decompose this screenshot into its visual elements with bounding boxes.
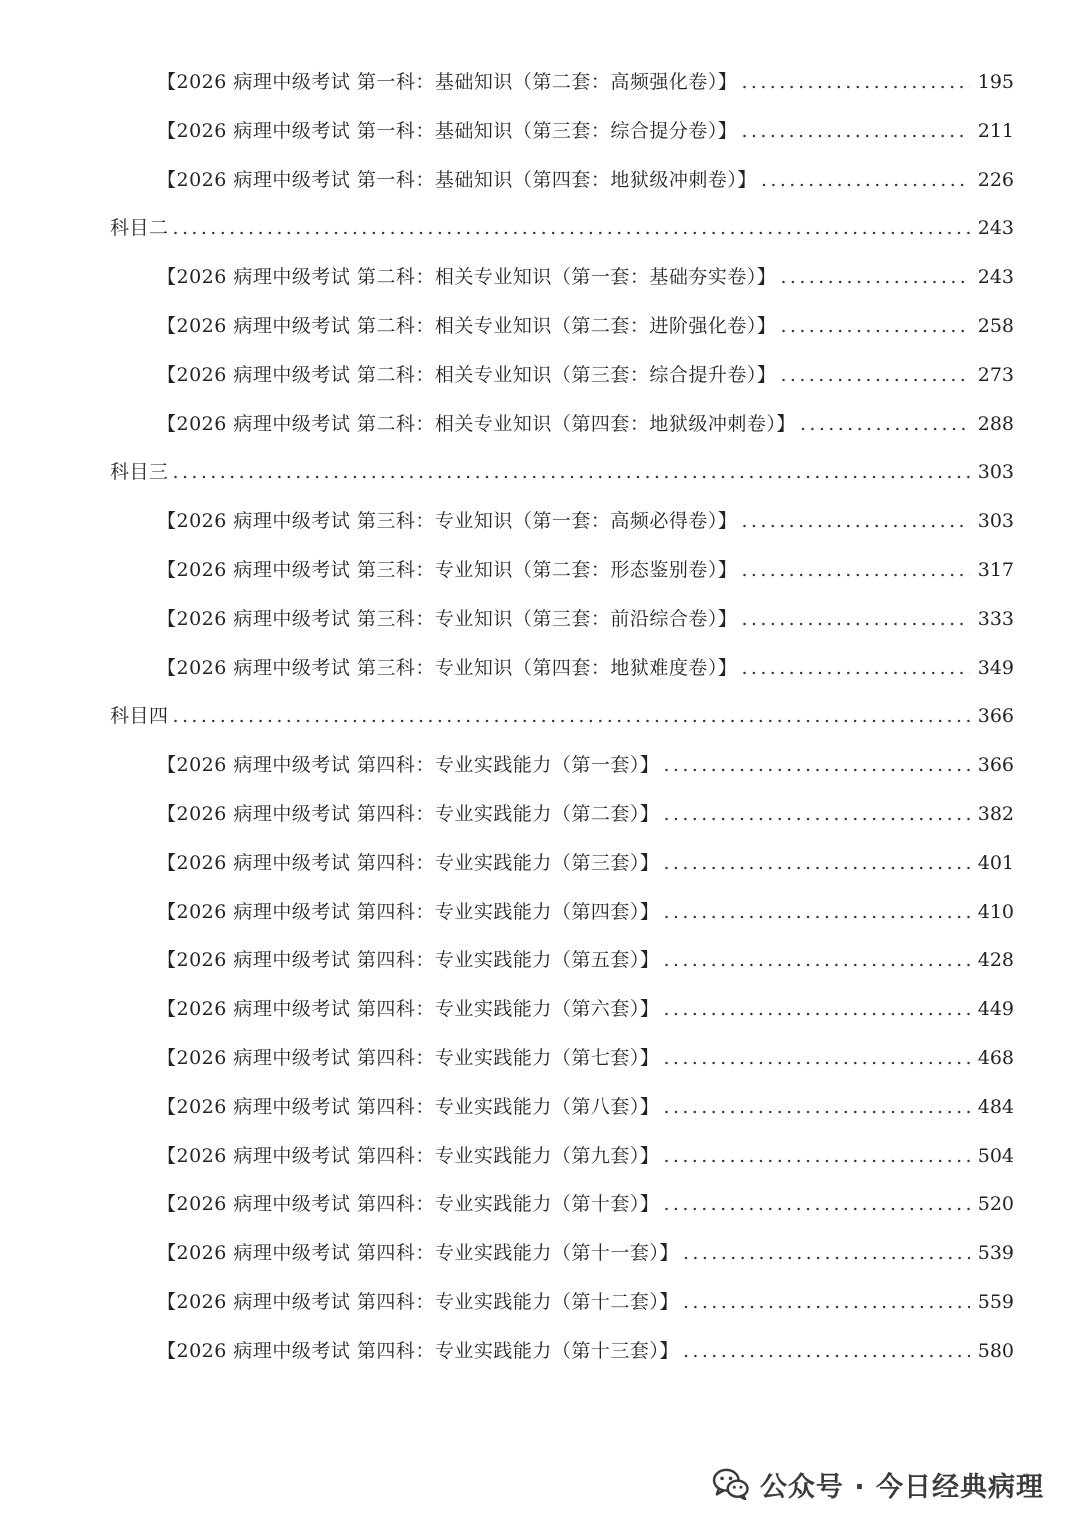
toc-page-number: 484: [977, 1095, 1014, 1118]
toc-leader-dots: [683, 1327, 970, 1376]
toc-leader-dots: [741, 497, 969, 546]
toc-entry-title: 【2026 病理中级考试 第二科：相关专业知识（第二套：进阶强化卷）】: [157, 314, 777, 337]
toc-page-number: 449: [977, 998, 1014, 1021]
toc-page-number: 520: [977, 1193, 1014, 1216]
toc-page-number: 349: [977, 656, 1014, 679]
toc-page-number: 243: [977, 217, 1014, 240]
toc-page-number: 410: [977, 900, 1014, 923]
watermark-text: 公众号 · 今日经典病理: [759, 1471, 1044, 1503]
toc-entry-title: 【2026 病理中级考试 第三科：专业知识（第三套：前沿综合卷）】: [157, 607, 738, 630]
toc-leader-dots: [780, 302, 969, 351]
toc-entry-title: 【2026 病理中级考试 第四科：专业实践能力（第七套）】: [157, 1046, 660, 1069]
toc-entry-title: 【2026 病理中级考试 第四科：专业实践能力（第十二套）】: [157, 1290, 679, 1313]
toc-entry-title: 【2026 病理中级考试 第四科：专业实践能力（第一套）】: [157, 754, 660, 777]
toc-page-number: 539: [977, 1242, 1014, 1265]
toc-entry-title: 【2026 病理中级考试 第四科：专业实践能力（第五套）】: [157, 949, 660, 972]
toc-entry-row[interactable]: [0, 1034, 1080, 1083]
toc-entry-row[interactable]: [0, 1229, 1080, 1278]
toc-entry-row[interactable]: [0, 58, 1080, 107]
toc-entry-row[interactable]: [0, 156, 1080, 205]
toc-page-number: 366: [977, 705, 1014, 728]
toc-entry-row[interactable]: [0, 1180, 1080, 1229]
toc-entry-row[interactable]: [0, 351, 1080, 400]
toc-entry-title: 科目二: [110, 217, 169, 240]
toc-entry-title: 科目三: [110, 461, 169, 484]
toc-page-number: 580: [977, 1339, 1014, 1362]
toc-entry-row[interactable]: [0, 497, 1080, 546]
toc-entry-row[interactable]: [0, 1083, 1080, 1132]
table-of-contents: [0, 58, 1080, 1376]
toc-leader-dots: [741, 644, 969, 693]
toc-entry-title: 【2026 病理中级考试 第四科：专业实践能力（第九套）】: [157, 1144, 660, 1167]
toc-entry-title: 【2026 病理中级考试 第一科：基础知识（第四套：地狱级冲刺卷）】: [157, 168, 757, 191]
toc-entry-title: 【2026 病理中级考试 第二科：相关专业知识（第四套：地狱级冲刺卷）】: [157, 412, 796, 435]
toc-entry-row[interactable]: [0, 595, 1080, 644]
toc-section-row[interactable]: [0, 448, 1080, 497]
toc-entry-title: 【2026 病理中级考试 第四科：专业实践能力（第六套）】: [157, 998, 660, 1021]
toc-entry-row[interactable]: [0, 644, 1080, 693]
toc-leader-dots: [800, 400, 970, 449]
toc-leader-dots: [780, 253, 969, 302]
toc-leader-dots: [663, 985, 969, 1034]
toc-entry-row[interactable]: [0, 741, 1080, 790]
toc-entry-row[interactable]: [0, 1278, 1080, 1327]
toc-leader-dots: [173, 692, 970, 741]
toc-leader-dots: [663, 1034, 969, 1083]
toc-entry-title: 【2026 病理中级考试 第三科：专业知识（第四套：地狱难度卷）】: [157, 656, 738, 679]
toc-page-number: 211: [977, 119, 1014, 142]
toc-leader-dots: [173, 448, 970, 497]
toc-entry-title: 【2026 病理中级考试 第四科：专业实践能力（第三套）】: [157, 851, 660, 874]
toc-page-number: 504: [977, 1144, 1014, 1167]
toc-section-row[interactable]: [0, 692, 1080, 741]
toc-page-number: 195: [977, 71, 1014, 93]
toc-leader-dots: [761, 156, 970, 205]
wechat-icon: [712, 1468, 750, 1500]
toc-page-number: 559: [977, 1290, 1014, 1313]
watermark: [712, 1458, 1044, 1510]
toc-page-number: 243: [977, 266, 1014, 289]
toc-leader-dots: [683, 1278, 970, 1327]
toc-section-row[interactable]: [0, 204, 1080, 253]
toc-page-number: 317: [977, 558, 1014, 581]
toc-page-number: 273: [977, 363, 1014, 386]
toc-leader-dots: [741, 107, 969, 156]
toc-entry-title: 科目四: [110, 705, 169, 728]
toc-entry-title: 【2026 病理中级考试 第三科：专业知识（第一套：高频必得卷）】: [157, 510, 738, 533]
toc-entry-title: 【2026 病理中级考试 第四科：专业实践能力（第八套）】: [157, 1095, 660, 1118]
toc-entry-row[interactable]: [0, 790, 1080, 839]
toc-entry-title: 【2026 病理中级考试 第四科：专业实践能力（第十套）】: [157, 1193, 660, 1216]
toc-entry-title: 【2026 病理中级考试 第一科：基础知识（第二套：高频强化卷）】: [157, 71, 738, 93]
toc-leader-dots: [663, 888, 969, 937]
toc-leader-dots: [780, 351, 969, 400]
toc-leader-dots: [173, 204, 970, 253]
toc-leader-dots: [683, 1229, 970, 1278]
toc-entry-row[interactable]: [0, 1132, 1080, 1181]
toc-page-number: 288: [977, 412, 1014, 435]
toc-page-number: 303: [977, 510, 1014, 533]
toc-leader-dots: [663, 1083, 969, 1132]
toc-page-number: 303: [977, 461, 1014, 484]
toc-entry-title: 【2026 病理中级考试 第四科：专业实践能力（第十三套）】: [157, 1339, 679, 1362]
toc-leader-dots: [741, 58, 969, 107]
toc-entry-row[interactable]: [0, 985, 1080, 1034]
toc-leader-dots: [663, 741, 969, 790]
toc-entry-title: 【2026 病理中级考试 第一科：基础知识（第三套：综合提分卷）】: [157, 119, 738, 142]
toc-entry-row[interactable]: [0, 302, 1080, 351]
toc-entry-row[interactable]: [0, 400, 1080, 449]
toc-leader-dots: [741, 595, 969, 644]
toc-leader-dots: [663, 1132, 969, 1181]
toc-entry-title: 【2026 病理中级考试 第二科：相关专业知识（第一套：基础夯实卷）】: [157, 266, 777, 289]
toc-page-number: 382: [977, 802, 1014, 825]
toc-leader-dots: [663, 839, 969, 888]
toc-page-number: 258: [977, 314, 1014, 337]
toc-page-number: 333: [977, 607, 1014, 630]
toc-leader-dots: [663, 790, 969, 839]
toc-entry-row[interactable]: [0, 1327, 1080, 1376]
toc-entry-title: 【2026 病理中级考试 第四科：专业实践能力（第四套）】: [157, 900, 660, 923]
toc-page-number: 468: [977, 1046, 1014, 1069]
toc-entry-title: 【2026 病理中级考试 第四科：专业实践能力（第二套）】: [157, 802, 660, 825]
toc-page-number: 226: [977, 168, 1014, 191]
toc-page-number: 366: [977, 754, 1014, 777]
toc-entry-title: 【2026 病理中级考试 第四科：专业实践能力（第十一套）】: [157, 1242, 679, 1265]
toc-leader-dots: [663, 936, 969, 985]
toc-entry-row[interactable]: [0, 936, 1080, 985]
toc-page-number: 428: [977, 949, 1014, 972]
toc-leader-dots: [663, 1180, 969, 1229]
toc-entry-row[interactable]: [0, 546, 1080, 595]
toc-entry-title: 【2026 病理中级考试 第三科：专业知识（第二套：形态鉴别卷）】: [157, 558, 738, 581]
toc-entry-title: 【2026 病理中级考试 第二科：相关专业知识（第三套：综合提升卷）】: [157, 363, 777, 386]
toc-entry-row[interactable]: [0, 839, 1080, 888]
toc-leader-dots: [741, 546, 969, 595]
toc-entry-row[interactable]: [0, 107, 1080, 156]
toc-entry-row[interactable]: [0, 888, 1080, 937]
toc-page-number: 401: [977, 851, 1014, 874]
toc-entry-row[interactable]: [0, 253, 1080, 302]
